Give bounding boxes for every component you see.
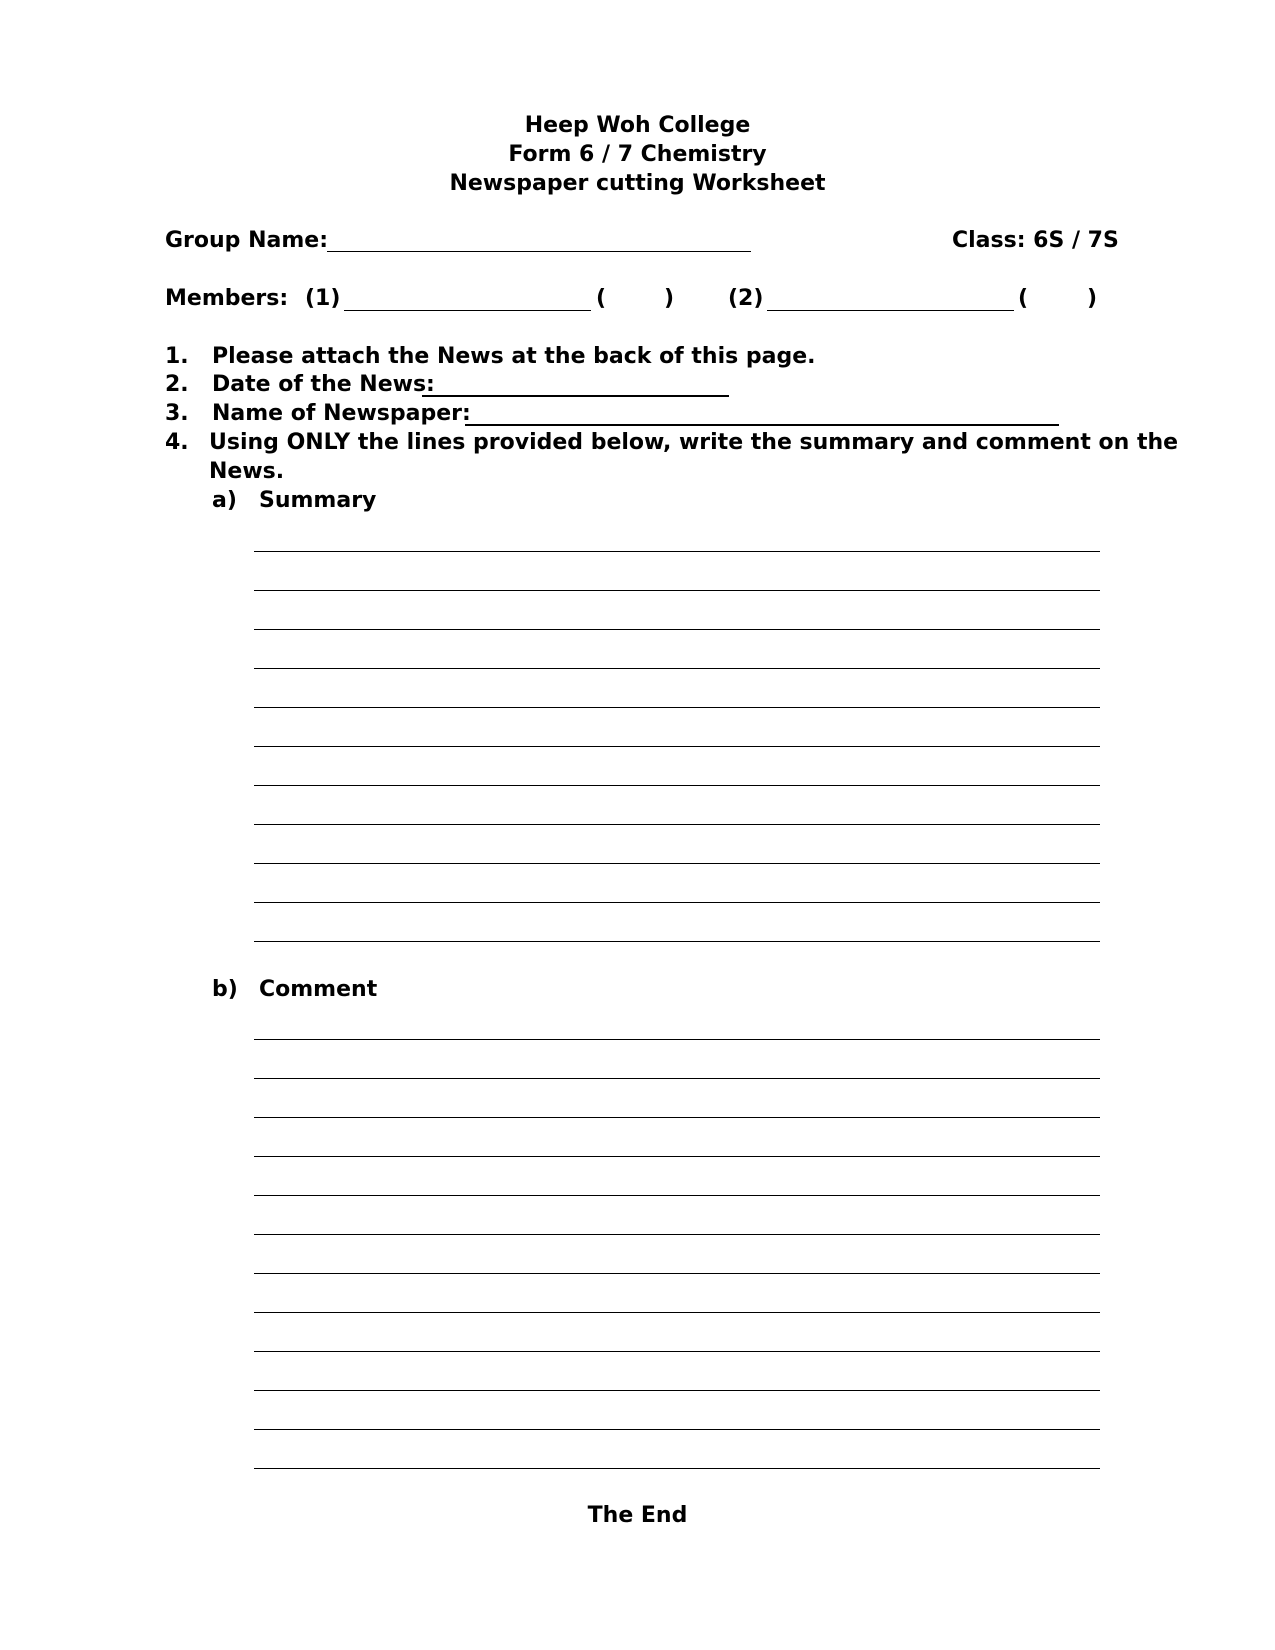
summary-line[interactable] bbox=[254, 746, 1100, 747]
comment-line[interactable] bbox=[254, 1390, 1100, 1391]
member-2-name-field[interactable] bbox=[767, 310, 1014, 311]
summary-line[interactable] bbox=[254, 824, 1100, 825]
news-date-field[interactable] bbox=[422, 395, 729, 397]
summary-line[interactable] bbox=[254, 863, 1100, 864]
summary-heading: Summary bbox=[259, 488, 377, 513]
summary-line[interactable] bbox=[254, 902, 1100, 903]
member-1-paren-close: ) bbox=[664, 286, 675, 311]
worksheet-title: Newspaper cutting Worksheet bbox=[449, 171, 826, 196]
instruction-2-text: Date of the News: bbox=[212, 372, 435, 397]
summary-line[interactable] bbox=[254, 590, 1100, 591]
class-label: Class: 6S / 7S bbox=[952, 228, 1119, 253]
the-end: The End bbox=[587, 1503, 688, 1528]
instruction-3-text: Name of Newspaper: bbox=[212, 401, 471, 426]
comment-line[interactable] bbox=[254, 1156, 1100, 1157]
instruction-1-number: 1. bbox=[165, 344, 189, 369]
member-2-paren-open: ( bbox=[1018, 286, 1029, 311]
comment-heading: Comment bbox=[259, 977, 378, 1002]
members-label: Members: bbox=[165, 286, 289, 311]
summary-line[interactable] bbox=[254, 941, 1100, 942]
summary-line[interactable] bbox=[254, 551, 1100, 552]
comment-line[interactable] bbox=[254, 1468, 1100, 1469]
summary-line[interactable] bbox=[254, 707, 1100, 708]
comment-line[interactable] bbox=[254, 1429, 1100, 1430]
group-name-field[interactable] bbox=[327, 251, 751, 252]
member-1-paren-open: ( bbox=[596, 286, 607, 311]
comment-line[interactable] bbox=[254, 1078, 1100, 1079]
member-1-name-field[interactable] bbox=[344, 310, 591, 311]
instruction-4-text: Using ONLY the lines provided below, write the summary and comment on the bbox=[209, 430, 1179, 455]
group-name-label: Group Name: bbox=[165, 228, 328, 253]
summary-line[interactable] bbox=[254, 668, 1100, 669]
newspaper-name-field[interactable] bbox=[465, 424, 1059, 426]
comment-line[interactable] bbox=[254, 1312, 1100, 1313]
comment-letter: b) bbox=[212, 977, 238, 1002]
comment-line[interactable] bbox=[254, 1117, 1100, 1118]
summary-line[interactable] bbox=[254, 629, 1100, 630]
member-2-paren-close: ) bbox=[1087, 286, 1098, 311]
instruction-2-number: 2. bbox=[165, 372, 189, 397]
instruction-4-text-cont: News. bbox=[209, 459, 285, 484]
member-1-number: (1) bbox=[305, 286, 341, 311]
comment-line[interactable] bbox=[254, 1234, 1100, 1235]
instruction-3-number: 3. bbox=[165, 401, 189, 426]
comment-line[interactable] bbox=[254, 1351, 1100, 1352]
subject-title: Form 6 / 7 Chemistry bbox=[508, 142, 767, 167]
comment-line[interactable] bbox=[254, 1273, 1100, 1274]
instruction-4-number: 4. bbox=[165, 430, 189, 455]
instruction-1-text: Please attach the News at the back of this page. bbox=[212, 344, 816, 369]
summary-line[interactable] bbox=[254, 785, 1100, 786]
summary-letter: a) bbox=[212, 488, 237, 513]
school-name: Heep Woh College bbox=[524, 113, 751, 138]
comment-line[interactable] bbox=[254, 1039, 1100, 1040]
comment-line[interactable] bbox=[254, 1195, 1100, 1196]
member-2-number: (2) bbox=[728, 286, 764, 311]
